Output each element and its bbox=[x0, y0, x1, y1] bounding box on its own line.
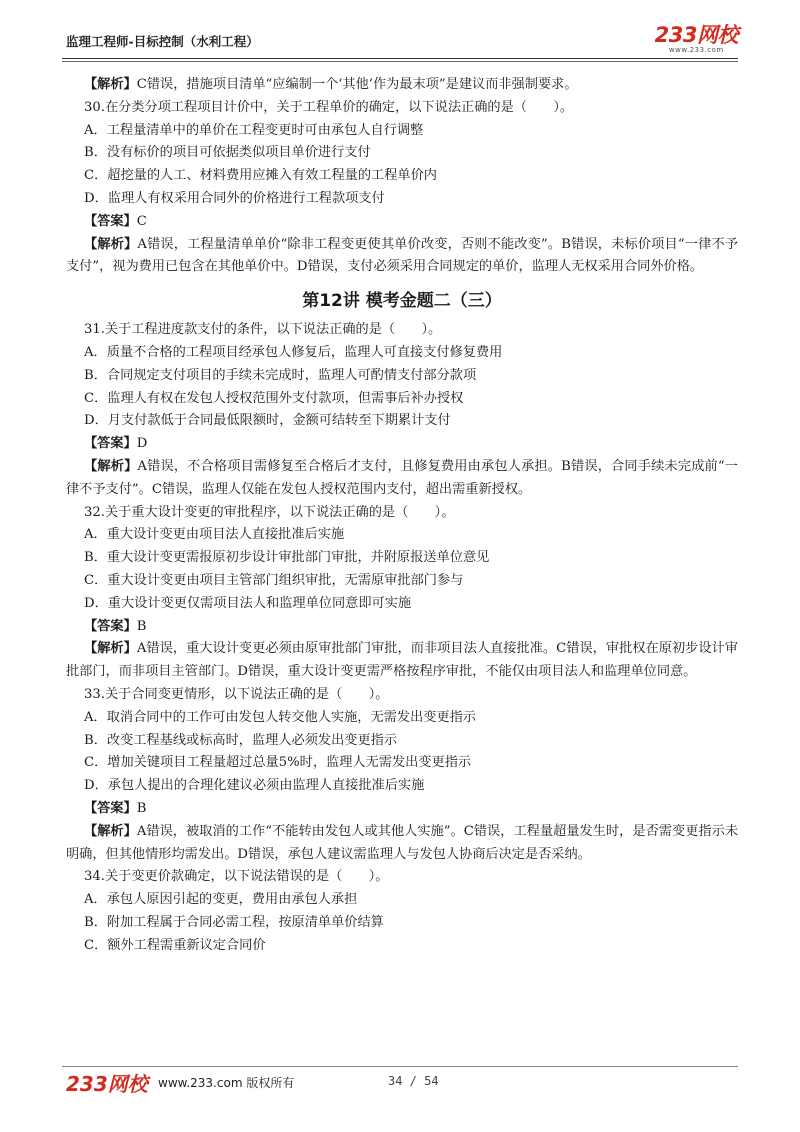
question-30-analysis bbox=[66, 234, 738, 280]
question-31-option-c: C．监理人有权在发包人授权范围外支付款项，但需事后补办授权 bbox=[84, 390, 464, 406]
analysis-tag: 【解析】 bbox=[84, 77, 137, 92]
question-33-option-d: D．承包人提出的合理化建议必须由监理人直接批准后实施 bbox=[84, 778, 425, 794]
question-32-option-c: C．重大设计变更由项目主管部门组织审批，无需原审批部门参与 bbox=[84, 572, 464, 588]
analysis-tag: 【解析】 bbox=[84, 641, 137, 657]
question-32-analysis bbox=[66, 638, 738, 684]
question-33-option-c: C．增加关键项目工程量超过总量5%时，监理人无需发出变更指示 bbox=[84, 755, 472, 771]
answer-value: B bbox=[136, 800, 147, 816]
analysis-text: C错误，措施项目清单“应编制一个‘其他’作为最末项”是建议而非强制要求。 bbox=[136, 77, 578, 92]
question-31-stem: 31.关于工程进度款支付的条件，以下说法正确的是（ ）。 bbox=[84, 322, 442, 338]
intro-analysis bbox=[66, 74, 738, 97]
question-31-answer bbox=[66, 433, 738, 456]
footer-rule bbox=[62, 1066, 738, 1067]
question-31-option-a: A．质量不合格的工程项目经承包人修复后，监理人可直接支付修复费用 bbox=[84, 344, 503, 360]
page-header bbox=[62, 24, 738, 54]
question-34-stem: 34.关于变更价款确定，以下说法错误的是（ ）。 bbox=[84, 869, 389, 885]
answer-value: C bbox=[136, 213, 147, 229]
question-30-option-c: C．超挖量的人工、材料费用应摊入有效工程量的工程单价内 bbox=[84, 168, 437, 184]
answer-tag: 【答案】 bbox=[84, 213, 137, 229]
question-33-analysis bbox=[66, 821, 738, 867]
analysis-tag: 【解析】 bbox=[84, 236, 138, 252]
question-33-answer bbox=[66, 798, 738, 821]
analysis-text: A错误，被取消的工作“不能转由发包人或其他人实施”。C错误，工程量超量发生时，是否需变更指示未明确，但其他情形均需发出。D错误，承包人建议需监理人与发包人协商后决定是否采纳。 bbox=[66, 823, 739, 862]
question-30-option-b: B．没有标价的项目可依据类似项目单价进行支付 bbox=[84, 145, 371, 161]
question-30-option-a: A．工程量清单中的单价在工程变更时可由承包人自行调整 bbox=[84, 122, 424, 138]
question-30-stem: 30.在分类分项工程项目计价中，关于工程单价的确定，以下说法正确的是（ ）。 bbox=[84, 99, 574, 115]
question-30-option-d: D．监理人有权采用合同外的价格进行工程款项支付 bbox=[84, 190, 385, 206]
header-rule-thin bbox=[62, 61, 738, 62]
answer-tag: 【答案】 bbox=[84, 436, 137, 452]
analysis-text: A错误，重大设计变更必须由原审批部门审批，而非项目法人直接批准。C错误，审批权在原初步设计审批部门，而非项目主管部门。D错误，重大设计变更需严格按程序审批，不能仅由项目法人和监理单位同意。 bbox=[66, 641, 738, 680]
section-title: 第12讲 模考金题二（三） bbox=[302, 291, 502, 312]
answer-value: B bbox=[136, 618, 147, 634]
page-number: 34 / 54 bbox=[388, 1074, 439, 1088]
footer-logo[interactable]: 233网校 bbox=[66, 1072, 148, 1096]
analysis-text: A错误，不合格项目需修复至合格后才支付，且修复费用由承包人承担。B错误，合同手续未完成前“一律不予支付”。C错误，监理人仅能在发包人授权范围内支付，超出需重新授权。 bbox=[66, 458, 738, 497]
analysis-tag: 【解析】 bbox=[84, 823, 137, 839]
analysis-tag: 【解析】 bbox=[84, 458, 138, 474]
question-34-option-c: C．额外工程需重新议定合同价 bbox=[84, 937, 266, 953]
question-34-option-b: B．附加工程属于合同必需工程，按原清单单价结算 bbox=[84, 914, 384, 930]
question-33-option-a: A．取消合同中的工作可由发包人转交他人实施，无需发出变更指示 bbox=[84, 709, 476, 725]
question-30-answer bbox=[66, 211, 738, 234]
question-33-option-b: B．改变工程基线或标高时，监理人必须发出变更指示 bbox=[84, 732, 398, 748]
logo-text: 233网校 bbox=[654, 23, 738, 47]
question-32-option-d: D．重大设计变更仅需项目法人和监理单位同意即可实施 bbox=[84, 595, 412, 611]
document-body bbox=[66, 74, 738, 957]
question-32-option-a: A．重大设计变更由项目法人直接批准后实施 bbox=[84, 527, 345, 543]
answer-tag: 【答案】 bbox=[84, 618, 137, 634]
logo-url: www.233.com bbox=[668, 46, 724, 54]
document-title: 监理工程师-目标控制（水利工程） bbox=[66, 34, 259, 49]
question-32-stem: 32.关于重大设计变更的审批程序，以下说法正确的是（ ）。 bbox=[84, 504, 455, 520]
analysis-text: A错误，工程量清单单价“除非工程变更使其单价改变，否则不能改变”。B错误，未标价项目“一律不予支付”，视为费用已包含在其他单价中。D错误，支付必须采用合同规定的单价，监理人无权采用合同外价格。 bbox=[66, 236, 739, 275]
question-32-answer bbox=[66, 616, 738, 639]
header-rule bbox=[62, 58, 738, 59]
footer-copyright: www.233.com 版权所有 bbox=[158, 1076, 295, 1090]
answer-tag: 【答案】 bbox=[84, 800, 137, 816]
page-footer bbox=[62, 1068, 738, 1096]
question-33-stem: 33.关于合同变更情形，以下说法正确的是（ ）。 bbox=[84, 686, 389, 702]
question-31-option-b: B．合同规定支付项目的手续未完成时，监理人可酌情支付部分款项 bbox=[84, 367, 477, 383]
question-31-analysis bbox=[66, 456, 738, 502]
question-32-option-b: B．重大设计变更需报原初步设计审批部门审批，并附原报送单位意见 bbox=[84, 550, 490, 566]
question-34-option-a: A．承包人原因引起的变更，费用由承包人承担 bbox=[84, 892, 358, 908]
question-31-option-d: D．月支付款低于合同最低限额时，金额可结转至下期累计支付 bbox=[84, 413, 451, 429]
brand-logo[interactable] bbox=[655, 24, 738, 54]
answer-value: D bbox=[136, 436, 148, 452]
